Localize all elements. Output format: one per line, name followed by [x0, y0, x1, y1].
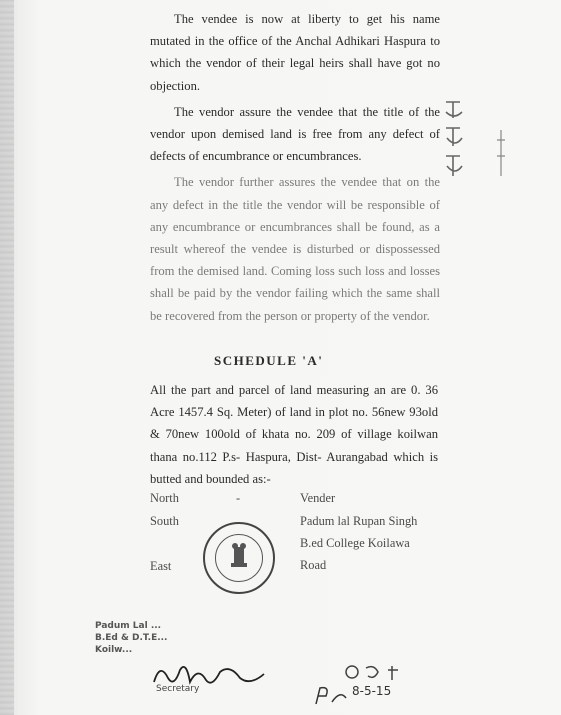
clause-defect-liability: The vendor further assures the vendee that on the any defect in the title the vendor will be responsible of any encumbrance or encumbrances shall be found, as a result whereof the vendee is disturbed or dispossessed from the demised land. Coming loss such loss and losses shall be paid by the vendor failing which the same shall be recovered from the person or property of the vendor.	[150, 175, 440, 323]
bound-south-label: South	[150, 514, 179, 528]
clause-title-assurance: The vendor assure the vendee that the title of the vendor upon demised land is free from any defect of defects of encumbrance or encumbrances.	[150, 104, 440, 164]
bound-north-value: Vender	[300, 491, 336, 505]
college-stamp-line-1: Padum Lal ...	[95, 621, 162, 631]
handwritten-mark-icon	[494, 128, 508, 178]
bound-east-label: East	[150, 559, 172, 573]
emblem-icon	[216, 535, 262, 581]
registrar-seal	[203, 522, 275, 594]
scan-edge	[0, 0, 14, 715]
bound-south-value-2: B.ed College Koilawa	[300, 536, 410, 550]
college-stamp-line-2: B.Ed & D.T.E...	[95, 633, 168, 643]
initials-mark	[312, 684, 352, 712]
college-stamp-line-3: Koilw...	[95, 645, 133, 655]
bound-north-label: North	[150, 491, 179, 505]
secretary-title: Secretary	[156, 684, 200, 694]
handwritten-mark-icon	[442, 98, 466, 188]
schedule-text	[150, 379, 438, 490]
handwritten-mark-icon	[312, 684, 352, 708]
handwritten-mark-icon	[344, 662, 414, 684]
bound-north-dash: -	[236, 491, 241, 505]
seal-inner-ring	[215, 534, 263, 582]
margin-mark-1	[442, 98, 466, 192]
bound-south-value-3: Road	[300, 558, 327, 572]
margin-mark-2	[494, 128, 508, 182]
schedule-heading: SCHEDULE 'A'	[214, 353, 324, 368]
clause-mutation: The vendee is now at liberty to get his name mutated in the office of the Anchal Adhikari Haspura to which the vendor of their legal heirs shall have got no objection.	[150, 12, 440, 93]
signing-date: 8-5-15	[352, 684, 392, 698]
clause-block	[150, 8, 440, 327]
college-stamp	[95, 620, 167, 656]
schedule-description: All the part and parcel of land measuring an are 0. 36 Acre 1457.4 Sq. Meter) of land in plot no. 56new 93old & 70new 100old of khata no. 209 of village koilwan thana no.112 P.s- Haspura, Dist- Aurangabad which is butted and bounded as:-	[150, 383, 438, 486]
bound-south-value-1: Padum lal Rupan Singh	[300, 514, 418, 528]
